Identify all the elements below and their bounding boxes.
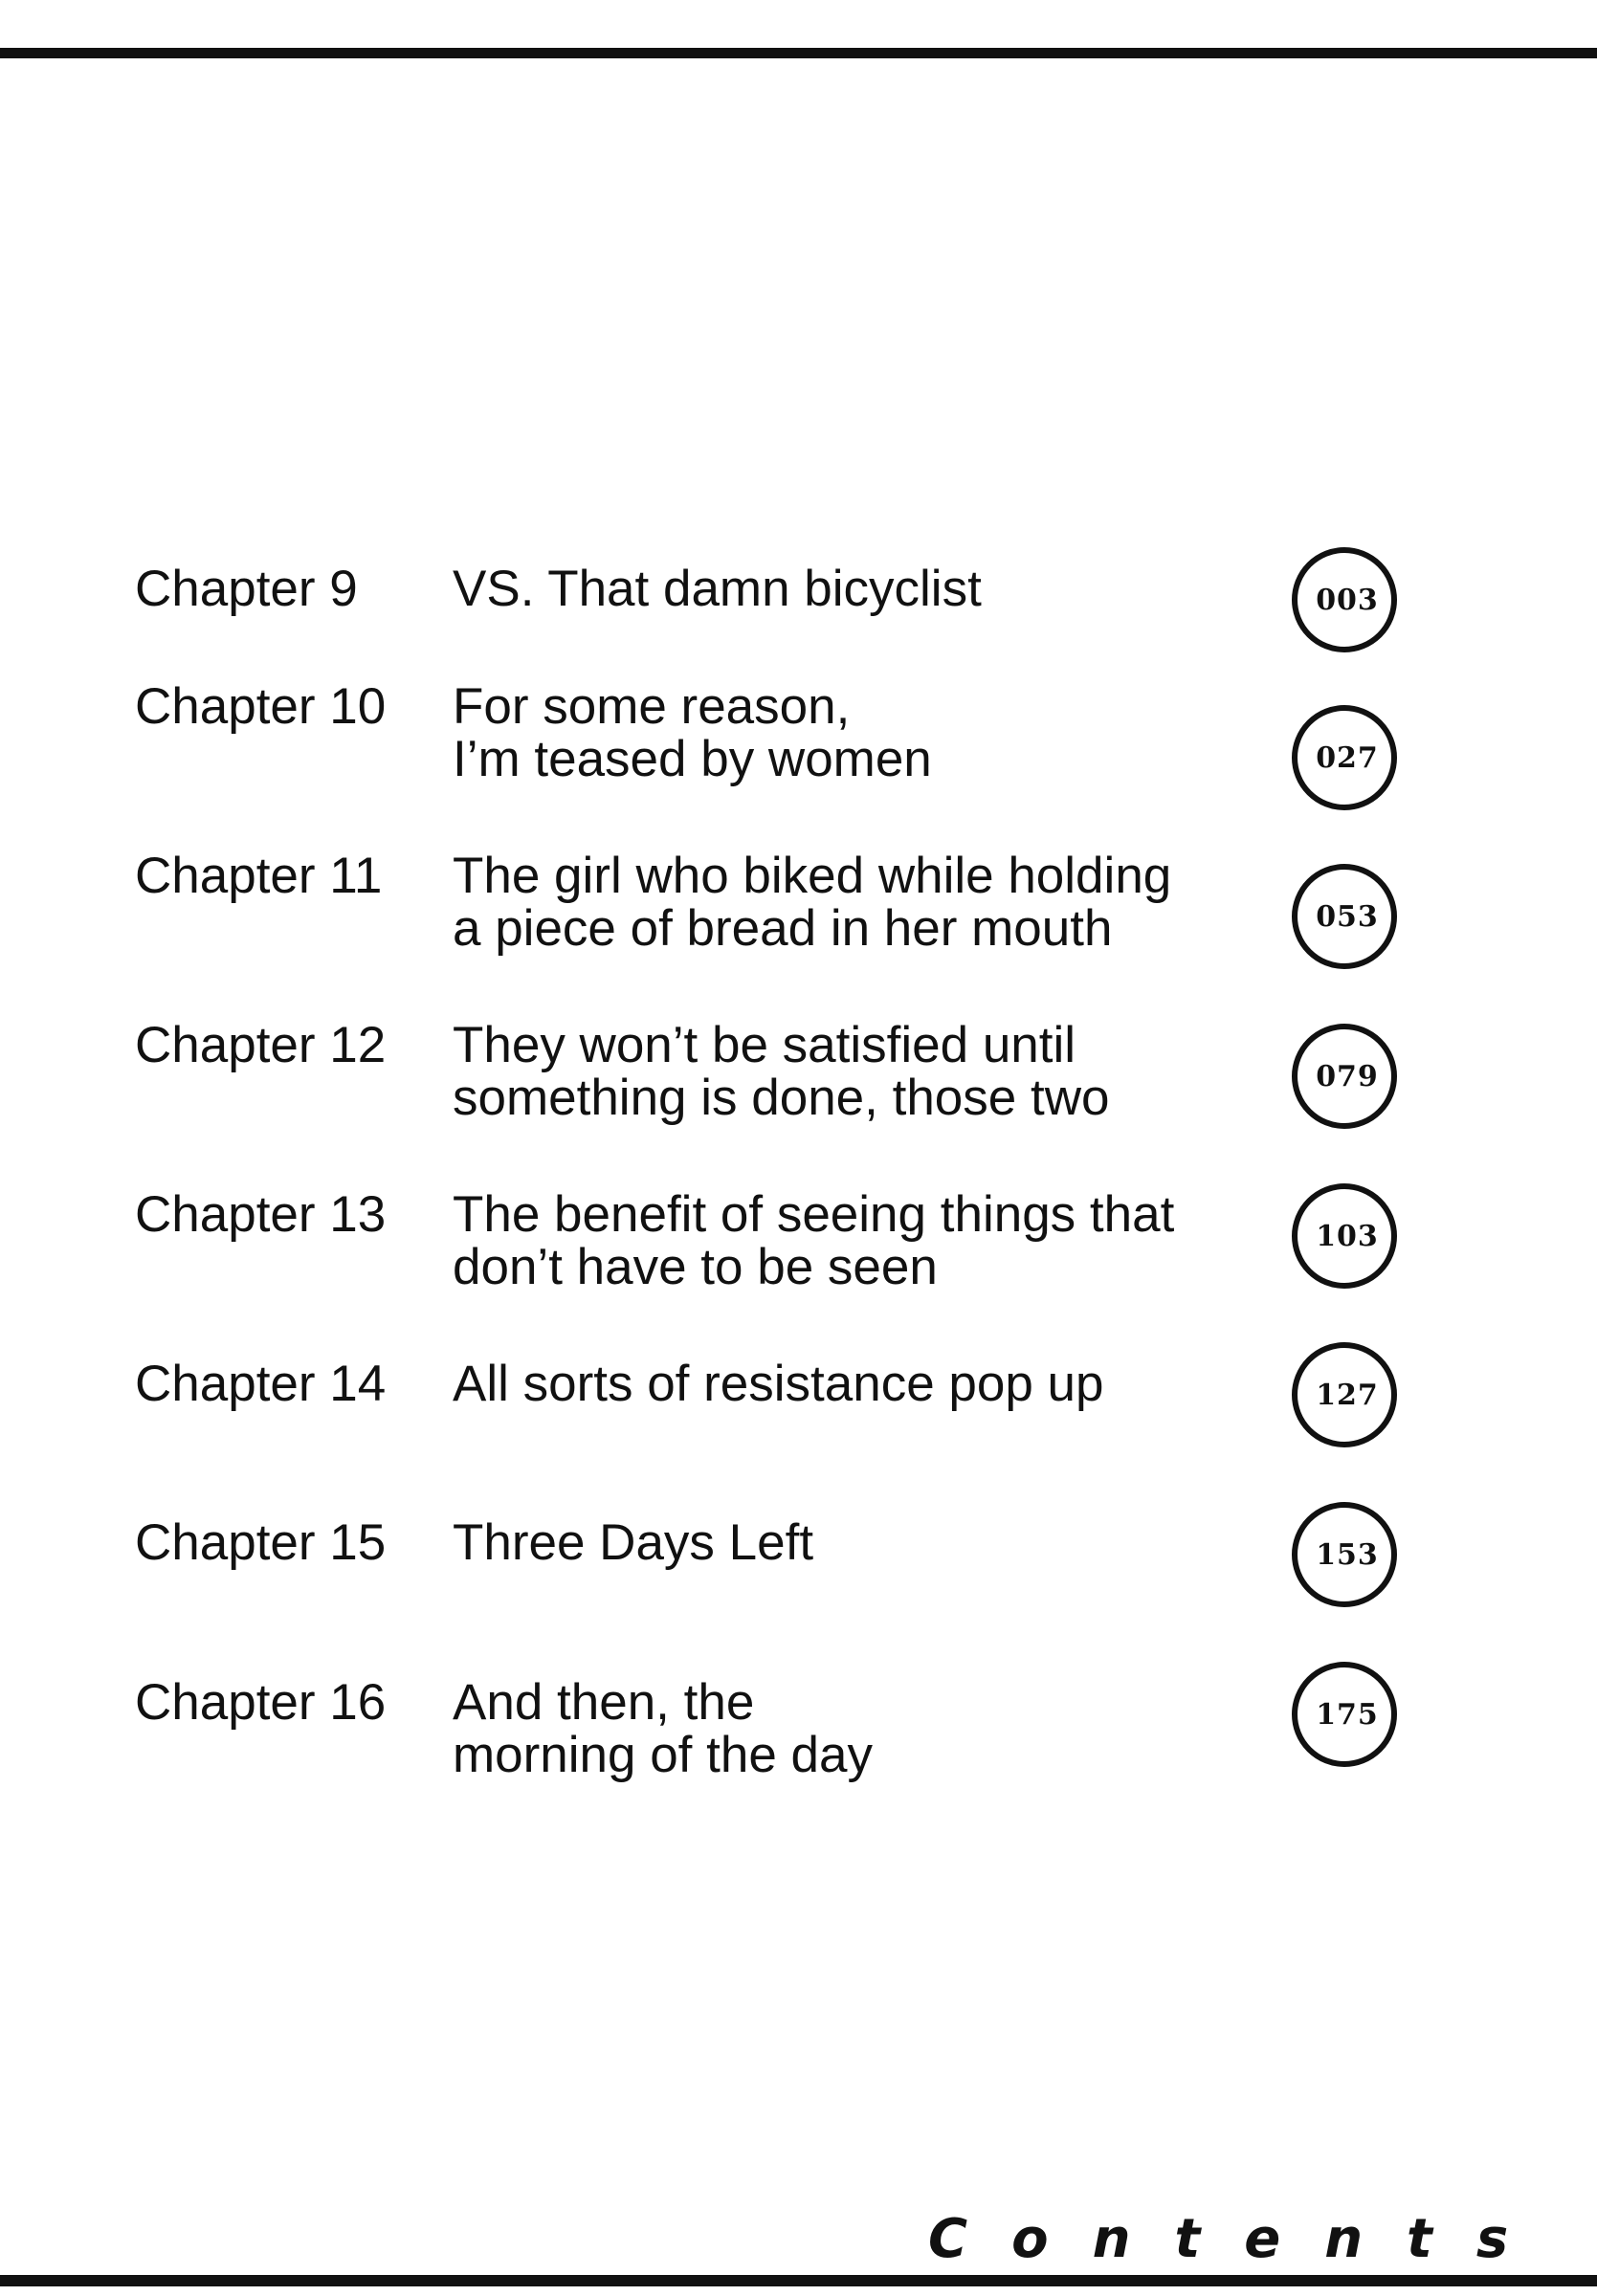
chapter-title-line: something is done, those two [453, 1070, 1110, 1126]
page-number: 175 [1316, 1697, 1379, 1732]
chapter-title-line: The girl who biked while holding [453, 848, 1172, 904]
chapter-title-line: All sorts of resistance pop up [453, 1356, 1104, 1412]
chapter-title [453, 1516, 1237, 1569]
page-number: 127 [1316, 1378, 1379, 1412]
chapter-label: Chapter 10 [135, 678, 387, 735]
chapter-label: Chapter 12 [135, 1017, 387, 1073]
chapter-title-line: a piece of bread in her mouth [453, 900, 1113, 957]
chapter-title [453, 1676, 1237, 1781]
chapter-title-line: morning of the day [453, 1727, 873, 1783]
page-number-badge [1292, 705, 1397, 810]
page-number-badge [1292, 864, 1397, 969]
page-number: 103 [1316, 1219, 1379, 1253]
page-number: 153 [1316, 1537, 1379, 1572]
contents-heading: Contents [928, 2208, 1553, 2270]
chapter-label: Chapter 14 [135, 1356, 387, 1412]
bottom-rule [0, 2275, 1597, 2286]
page-number: 027 [1316, 740, 1379, 775]
chapter-label: Chapter 15 [135, 1514, 387, 1571]
page-number-badge [1292, 1024, 1397, 1129]
page-number: 053 [1316, 899, 1379, 934]
page-number-badge [1292, 1183, 1397, 1289]
page-number-badge [1292, 547, 1397, 652]
page-number: 003 [1316, 583, 1379, 617]
chapter-title-line: The benefit of seeing things that [453, 1186, 1175, 1243]
chapter-title-line: VS. That damn bicyclist [453, 561, 982, 617]
chapter-title-line: don’t have to be seen [453, 1239, 938, 1295]
chapter-label: Chapter 9 [135, 561, 358, 617]
page-number-badge [1292, 1502, 1397, 1607]
chapter-title-line: For some reason, [453, 678, 851, 735]
chapter-label: Chapter 16 [135, 1674, 387, 1731]
chapter-title [453, 1358, 1237, 1410]
chapter-title-line: And then, the [453, 1674, 755, 1731]
chapter-title-line: They won’t be satisfied until [453, 1017, 1076, 1073]
chapter-title [453, 850, 1237, 955]
page-number-badge [1292, 1342, 1397, 1447]
page-number-badge [1292, 1662, 1397, 1767]
chapter-label: Chapter 11 [135, 848, 383, 904]
page-number: 079 [1316, 1059, 1379, 1093]
chapter-title-line: Three Days Left [453, 1514, 814, 1571]
chapter-title [453, 1188, 1237, 1293]
chapter-title-line: I’m teased by women [453, 731, 932, 787]
chapter-label: Chapter 13 [135, 1186, 387, 1243]
chapter-title [453, 680, 1237, 785]
chapter-title [453, 1019, 1237, 1124]
chapter-title [453, 563, 1237, 615]
